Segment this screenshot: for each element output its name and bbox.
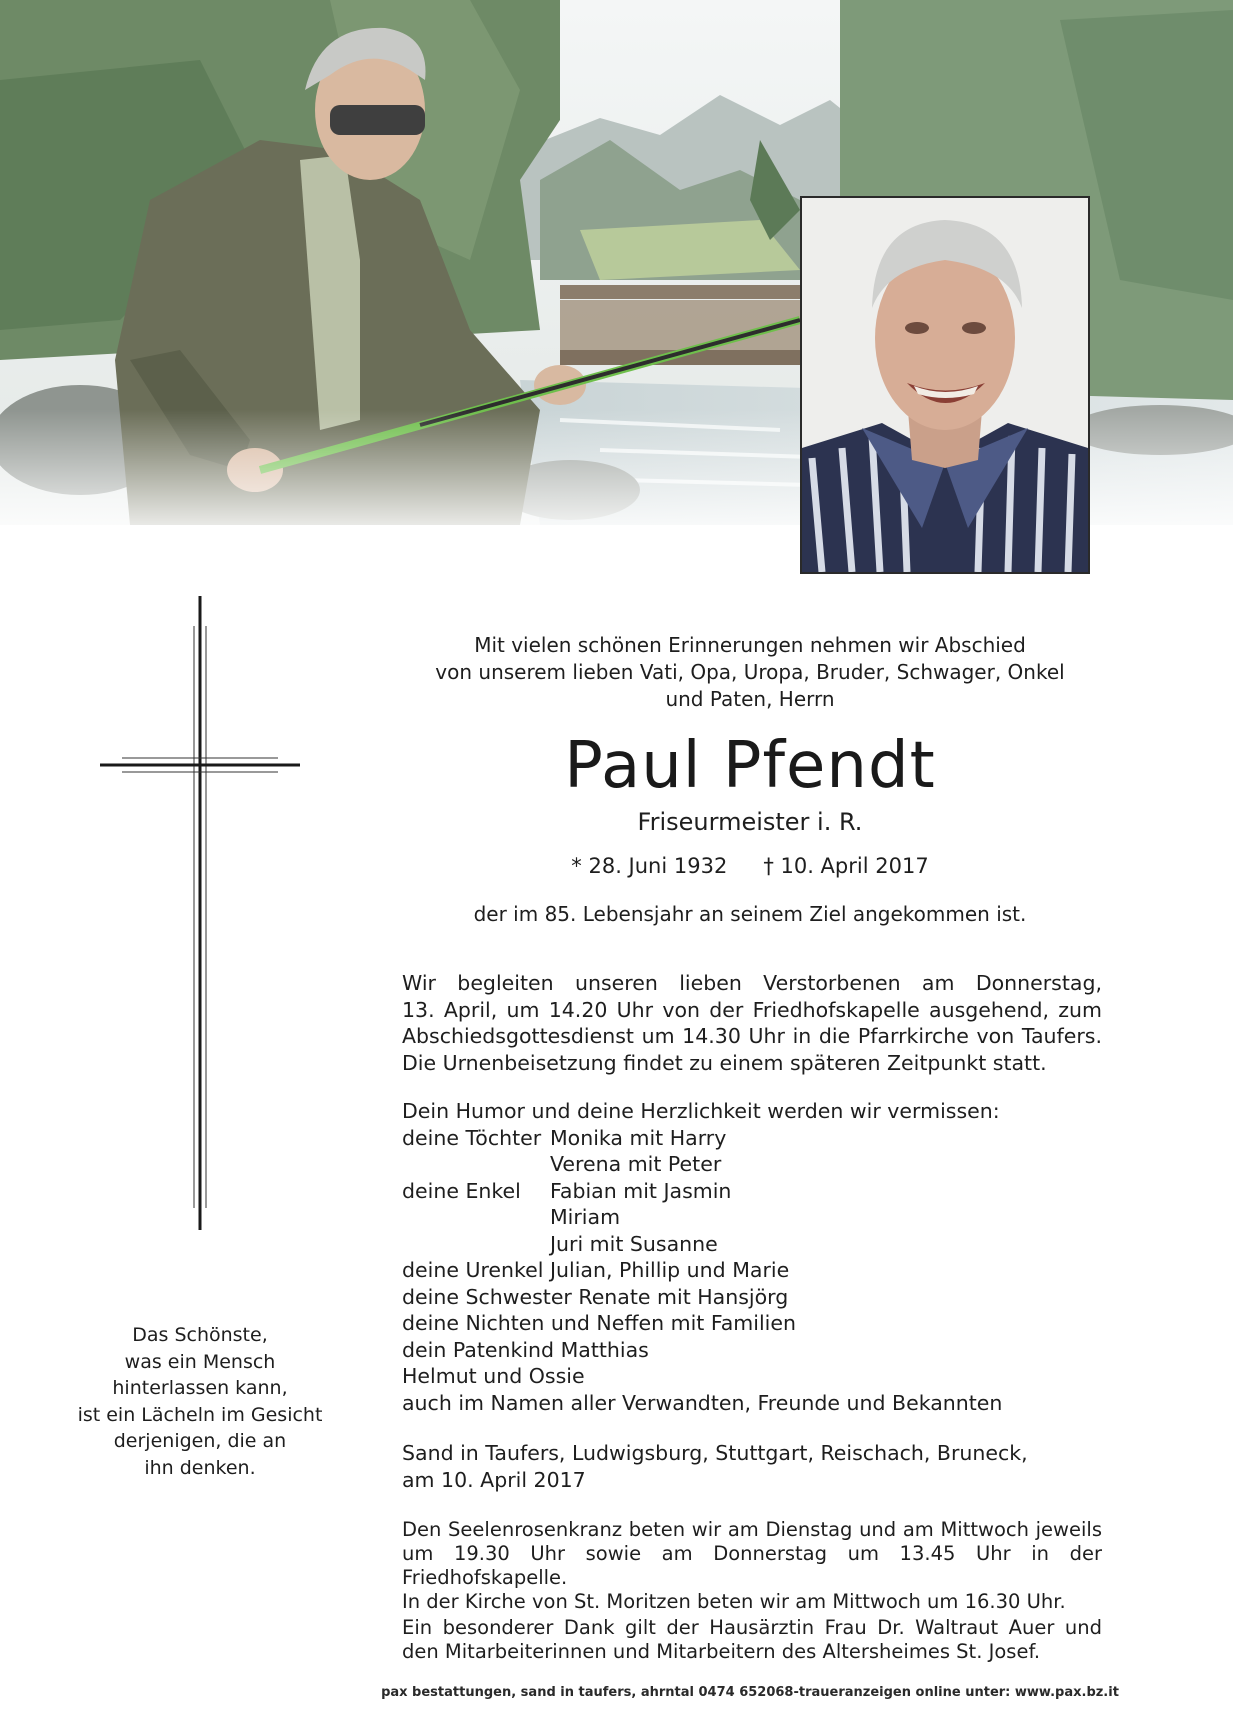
mourner-row: [402, 1151, 1102, 1178]
quote-line: hinterlassen kann,: [112, 1377, 288, 1399]
mourners-list: [402, 1098, 1102, 1416]
mourner-names: Monika mit Harry: [550, 1125, 727, 1150]
rosary-line: Den Seelenrosenkranz beten wir am Dienstag und am Mittwoch jeweils: [402, 1518, 1102, 1541]
thanks-line: den Mitarbeiterinnen und Mitarbeitern des Altersheimes St. Josef.: [402, 1640, 1041, 1663]
mourner-label: [402, 1204, 550, 1231]
places-date: [402, 1440, 1102, 1493]
intro-line: und Paten, Herrn: [665, 687, 835, 711]
life-dates: [380, 852, 1120, 880]
mourner-line: auch im Namen aller Verwandten, Freunde und Bekannten: [402, 1390, 1003, 1415]
thanks-line: Ein besonderer Dank gilt der Hausärztin Frau Dr. Waltraut Auer und: [402, 1616, 1102, 1639]
quote-line: ist ein Lächeln im Gesicht: [77, 1403, 323, 1426]
rosary-notice: [402, 1518, 1102, 1614]
funeral-announcement: [402, 970, 1102, 1076]
mourner-line: Helmut und Ossie: [402, 1364, 585, 1388]
date-line: am 10. April 2017: [402, 1467, 586, 1492]
rosary-line: um 19.30 Uhr sowie am Donnerstag um 13.45 Uhr in der Friedhofskapelle.: [402, 1542, 1102, 1589]
quote-line: Das Schönste,: [132, 1324, 268, 1346]
funeral-home-footer: pax bestattungen, sand in taufers, ahrntal 0474 652068-traueranzeigen online unter: www.pax.bz.it: [381, 1685, 1119, 1700]
mourner-names: Verena mit Peter: [550, 1152, 722, 1176]
mourner-row: [402, 1178, 1102, 1205]
thanks-notice: [402, 1616, 1102, 1664]
mourners-intro: Dein Humor und deine Herzlichkeit werden wir vermissen:: [402, 1099, 1000, 1123]
age-line: der im 85. Lebensjahr an seinem Ziel angekommen ist.: [473, 902, 1027, 926]
deceased-name: Paul Pfendt: [564, 729, 936, 803]
mourner-label: deine Töchter: [402, 1125, 542, 1150]
quote-line: ihn denken.: [144, 1456, 256, 1479]
funeral-line: 13. April, um 14.20 Uhr von der Friedhofskapelle ausgehend, zum: [402, 997, 1102, 1022]
deceased-title: Friseurmeister i. R.: [637, 808, 863, 836]
rosary-line: In der Kirche von St. Moritzen beten wir am Mittwoch um 16.30 Uhr.: [402, 1590, 1066, 1613]
mourner-row: [402, 1231, 1102, 1258]
mourner-names: Miriam: [550, 1205, 621, 1229]
intro-line: von unserem lieben Vati, Opa, Uropa, Bruder, Schwager, Onkel: [435, 660, 1065, 684]
mourner-names: Juri mit Susanne: [550, 1231, 718, 1256]
intro-line: Mit vielen schönen Erinnerungen nehmen wir Abschied: [474, 633, 1026, 657]
mourner-label: [402, 1231, 550, 1258]
mourner-line: deine Urenkel Julian, Phillip und Marie: [402, 1258, 790, 1282]
memorial-quote: [60, 1322, 340, 1481]
portrait-image: [802, 198, 1088, 572]
death-date: † 10. April 2017: [763, 854, 929, 878]
mourner-label: deine Enkel: [402, 1178, 521, 1203]
quote-line: derjenigen, die an: [113, 1430, 287, 1452]
funeral-line: Wir begleiten unseren lieben Verstorbenen am Donnerstag,: [402, 971, 1102, 995]
mourner-names: Fabian mit Jasmin: [550, 1178, 732, 1203]
mourner-line: dein Patenkind Matthias: [402, 1337, 649, 1362]
mourner-line: deine Nichten und Neffen mit Familien: [402, 1311, 796, 1335]
birth-date: * 28. Juni 1932: [571, 854, 728, 878]
places-line: Sand in Taufers, Ludwigsburg, Stuttgart, Reischach, Bruneck,: [402, 1441, 1028, 1465]
mourner-label: [402, 1151, 550, 1178]
mourner-row: [402, 1125, 1102, 1152]
cross-icon: [100, 596, 300, 1230]
portrait-photo: [800, 196, 1090, 574]
mourner-line: deine Schwester Renate mit Hansjörg: [402, 1284, 789, 1309]
mourner-row: [402, 1204, 1102, 1231]
funeral-line: Die Urnenbeisetzung findet zu einem späteren Zeitpunkt statt.: [402, 1050, 1047, 1075]
intro-text: [380, 632, 1120, 713]
funeral-line: Abschiedsgottesdienst um 14.30 Uhr in die Pfarrkirche von Taufers.: [402, 1024, 1102, 1048]
quote-line: was ein Mensch: [124, 1350, 276, 1373]
